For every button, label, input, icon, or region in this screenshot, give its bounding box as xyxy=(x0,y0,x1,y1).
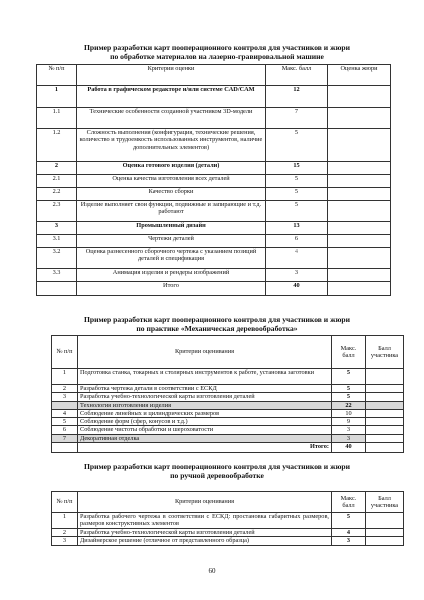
row-criteria: Сложность выполнения (конфигурация, технические решения, количество и трудоемкость использованных инструментов, наличие дополнительных элементов) xyxy=(77,129,266,162)
table-row xyxy=(52,537,404,545)
section1-table xyxy=(36,64,391,296)
table-row xyxy=(52,426,404,434)
row-criteria: Изделие выполняет свои функции, подвижные и запирающие и т.д. работают xyxy=(77,201,266,222)
table-row xyxy=(37,248,391,269)
row-criteria: Декоративная отделка xyxy=(78,434,332,442)
row-number: 6 xyxy=(52,426,78,434)
row-max-score: 5 xyxy=(332,393,366,401)
row-number: 1.2 xyxy=(37,129,77,162)
row-max-score: 3 xyxy=(332,434,366,442)
row-number: 4 xyxy=(52,409,78,417)
row-max-score: 3 xyxy=(332,426,366,434)
row-number: 3.3 xyxy=(37,269,77,282)
row-jury-score xyxy=(328,235,391,248)
row-participant-score xyxy=(366,385,404,393)
total-score: 40 xyxy=(332,443,366,453)
row-max-score: 15 xyxy=(266,162,328,175)
section2-title-line1: Пример разработки карт пооперационного контроля для участников и жюри xyxy=(84,315,350,324)
table-row xyxy=(37,201,391,222)
table-row xyxy=(52,369,404,385)
row-criteria: Разработка учебно-технологической карты изготовления деталей xyxy=(78,393,332,401)
row-criteria: Технология изготовления изделия xyxy=(78,401,332,409)
row-participant-score xyxy=(366,393,404,401)
row-max-score: 9 xyxy=(332,418,366,426)
row-criteria: Оценка готового изделия (детали) xyxy=(77,162,266,175)
table-row xyxy=(52,418,404,426)
row-criteria: Разработка учебно-технологической карты изготовления деталей xyxy=(78,529,332,537)
table-header-row xyxy=(52,336,404,369)
header-criteria: Критерии оценки xyxy=(77,65,266,86)
row-max-score: 5 xyxy=(332,513,366,529)
table-row xyxy=(37,129,391,162)
row-number: 2 xyxy=(52,385,78,393)
header-jury-score: Оценка жюри xyxy=(328,65,391,86)
row-number: 3 xyxy=(37,222,77,235)
row-participant-score xyxy=(366,513,404,529)
row-max-score: 3 xyxy=(266,269,328,282)
section1-title-line2: по обработке материалов на лазерно-гравировальной машине xyxy=(110,52,324,61)
row-criteria: Разработка рабочего чертежа в соответствии с ЕСКД: простановка габаритных размеров, размеров конструктивных элементов xyxy=(78,513,332,529)
row-criteria: Качество сборки xyxy=(77,188,266,201)
table-row xyxy=(52,513,404,529)
row-number: 5 xyxy=(52,418,78,426)
row-criteria: Оценка качества изготовления всех деталей xyxy=(77,175,266,188)
row-number: 1 xyxy=(52,513,78,529)
row-criteria: Разработка чертежа детали в соответствии с ЕСКД xyxy=(78,385,332,393)
row-criteria: Анимация изделия и рендеры изображений xyxy=(77,269,266,282)
row-participant-score xyxy=(366,529,404,537)
header-max-score: Макс. балл xyxy=(332,492,366,513)
table-row xyxy=(52,434,404,442)
row-criteria: Подготовка станка, токарных и столярных инструментов к работе, установка заготовки xyxy=(78,369,332,385)
row-max-score: 5 xyxy=(332,385,366,393)
row-participant-score xyxy=(366,369,404,385)
table-row xyxy=(37,269,391,282)
total-row xyxy=(37,282,391,296)
row-number: 2.2 xyxy=(37,188,77,201)
row-participant-score xyxy=(366,418,404,426)
table-row xyxy=(52,529,404,537)
table-row xyxy=(37,222,391,235)
row-participant-score xyxy=(366,426,404,434)
total-label: Итого: xyxy=(78,443,332,453)
row-criteria: Соблюдение чистоты обработки и шероховатости xyxy=(78,426,332,434)
row-max-score: 5 xyxy=(266,201,328,222)
row-criteria: Оценка разнесенного сборочного чертежа с указанием позиций деталей и спецификация xyxy=(77,248,266,269)
table-row xyxy=(52,393,404,401)
row-criteria: Работа в графическом редакторе и/или системе CAD/CAM xyxy=(77,86,266,108)
table-header-row xyxy=(37,65,391,86)
total-label: Итого xyxy=(77,282,266,296)
row-participant-score xyxy=(366,537,404,545)
table-row xyxy=(37,188,391,201)
row-number: 3.1 xyxy=(37,235,77,248)
row-number: 2 xyxy=(52,529,78,537)
row-jury-score xyxy=(328,86,391,108)
header-max-score: Макс. балл xyxy=(332,336,366,369)
row-max-score: 5 xyxy=(266,175,328,188)
table-row xyxy=(37,108,391,129)
table-row xyxy=(37,86,391,108)
row-number: 1 xyxy=(37,86,77,108)
section3-table xyxy=(51,491,404,546)
row-number: 3 xyxy=(52,393,78,401)
row-max-score: 4 xyxy=(266,248,328,269)
header-number: № п/п xyxy=(52,492,78,513)
row-number: 3 xyxy=(52,537,78,545)
row-number: 1.1 xyxy=(37,108,77,129)
row-max-score: 5 xyxy=(332,369,366,385)
row-number: 2.3 xyxy=(37,201,77,222)
row-number: 2 xyxy=(37,162,77,175)
section3-title xyxy=(40,462,394,480)
row-criteria: Соблюдение линейных и цилиндрических размеров xyxy=(78,409,332,417)
total-row xyxy=(52,443,404,453)
row-number: 3.2 xyxy=(37,248,77,269)
section2-title xyxy=(40,315,394,333)
row-max-score: 12 xyxy=(266,86,328,108)
row-max-score: 5 xyxy=(266,129,328,162)
table-row xyxy=(52,409,404,417)
row-max-score: 3 xyxy=(332,537,366,545)
row-max-score: 22 xyxy=(332,401,366,409)
header-participant-score: Балл участника xyxy=(366,336,404,369)
section2-title-line2: по практике «Механическая деревообработка» xyxy=(136,324,298,333)
header-criteria: Критерии оценивания xyxy=(78,492,332,513)
section3-title-line1: Пример разработки карт пооперационного контроля для участников и жюри xyxy=(84,462,350,471)
section1-title xyxy=(40,43,394,61)
row-criteria: Дизайнерское решение (отличное от представленного образца) xyxy=(78,537,332,545)
row-jury-score xyxy=(328,175,391,188)
row-number: 7 xyxy=(52,434,78,442)
row-criteria: Чертежи деталей xyxy=(77,235,266,248)
row-max-score: 6 xyxy=(266,235,328,248)
table-header-row xyxy=(52,492,404,513)
section3-title-line2: по ручной деревообработке xyxy=(170,471,264,480)
row-number: 1 xyxy=(52,369,78,385)
header-participant-score: Балл участника xyxy=(366,492,404,513)
row-jury-score xyxy=(328,201,391,222)
header-number: № п/п xyxy=(52,336,78,369)
row-jury-score xyxy=(328,162,391,175)
row-number xyxy=(52,401,78,409)
row-criteria: Промышленный дизайн xyxy=(77,222,266,235)
row-jury-score xyxy=(328,108,391,129)
row-jury-score xyxy=(328,129,391,162)
page-number: 60 xyxy=(208,567,216,575)
row-jury-score xyxy=(328,248,391,269)
header-criteria: Критерии оценивания xyxy=(78,336,332,369)
table-row xyxy=(37,162,391,175)
row-jury-score xyxy=(328,222,391,235)
row-jury-score xyxy=(328,188,391,201)
table-row xyxy=(37,235,391,248)
section2-table xyxy=(51,335,404,453)
total-score: 40 xyxy=(266,282,328,296)
table-row xyxy=(52,385,404,393)
table-row xyxy=(37,175,391,188)
row-max-score: 5 xyxy=(266,188,328,201)
row-jury-score xyxy=(328,269,391,282)
table-row xyxy=(52,401,404,409)
row-max-score: 7 xyxy=(266,108,328,129)
header-max-score: Макс. балл xyxy=(266,65,328,86)
row-participant-score xyxy=(366,401,404,409)
row-max-score: 13 xyxy=(266,222,328,235)
row-criteria: Соблюдение форм (сфер, конусов и т.д.) xyxy=(78,418,332,426)
row-number: 2.1 xyxy=(37,175,77,188)
row-criteria: Технические особенности созданной участником 3D-модели xyxy=(77,108,266,129)
header-number: № п/п xyxy=(37,65,77,86)
row-participant-score xyxy=(366,409,404,417)
section1-title-line1: Пример разработки карт пооперационного контроля для участников и жюри xyxy=(84,43,350,52)
row-max-score: 10 xyxy=(332,409,366,417)
row-max-score: 4 xyxy=(332,529,366,537)
row-participant-score xyxy=(366,434,404,442)
